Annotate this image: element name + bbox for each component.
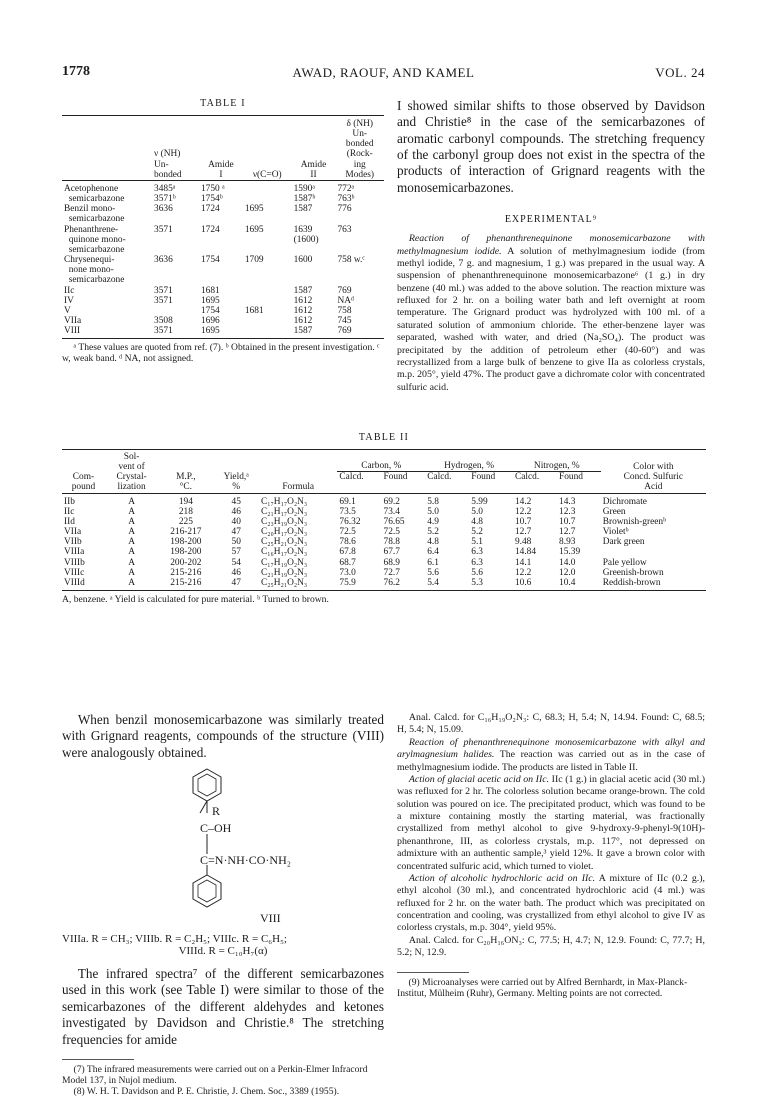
table-1-row [62,180,384,194]
table-2-header-row-1 [62,450,706,472]
table-2-cell-cf: 78.8 [383,537,400,548]
table-1-cell-c3: 1695 [200,326,220,337]
table-1-cell-c3: 1754 [200,255,220,266]
table-2-cell-sol: A [128,557,135,568]
table-2-cell-cpd: IId [64,516,75,527]
structure-cn-label: C=N·NH·CO·NH₂ [200,853,291,868]
table-1-cell-c3: 1754 [200,305,220,316]
table-2-cell-cf: 72.7 [383,567,400,578]
table-2-cell-cpd: VIIIc [64,567,85,578]
table-1-cell-c3 [199,265,243,275]
table-1-cell-c1: VIIa [64,315,82,326]
structure-legend-1: VIIIa. R = CH₃; VIIIb. R = C₂H₅; VIIIc. R = C₆H₅; [62,933,287,946]
t2-head-formula: Formula [282,482,315,493]
table-2-cell-sol: A [128,506,135,517]
table-2-cell-cpd: VIIIb [64,557,85,568]
hcl-paragraph [397,873,705,935]
table-2-cell-yield: 47 [231,577,241,588]
table-2-cell-cf: 67.7 [383,547,400,558]
table-1-cell-c3: 1754ᵇ [200,194,223,205]
table-2-cell-formula: C₂₃H₁₉O₂N₃ [261,516,308,527]
table-1-cell-c2: 3508 [154,315,173,326]
table-1-cell-c5: 1639 [293,224,313,235]
table-2-cell-hc: 6.4 [427,547,439,558]
table-1-cell-c2 [152,235,199,245]
table-2-cell-nc: 14.84 [514,547,537,558]
structure-viii [62,761,384,937]
table-1-cell-c4 [243,245,292,255]
table-1-cell-c2: 3571 [154,285,173,296]
table-1-cell-c5: 1587 [293,326,313,337]
table-2-cell-nf: 10.4 [559,577,576,588]
table-2-cell-cc: 68.7 [339,557,356,568]
table-2-cell-yield: 46 [231,506,241,517]
table-2-cell-cf: 72.5 [383,527,400,538]
t1-head-c1 [62,116,152,181]
table-1-cell-c5 [292,275,336,285]
table-1-cell-c6: NAᵈ [337,295,354,306]
table-1-cell-c5: 1587 [293,204,313,215]
table-1-cell-c2 [152,275,199,285]
benzil-paragraph: When benzil monosemicarbazone was similarly treated with Grignard reagents, compounds of the structure (VIII) were analogously obtained. [62,712,384,760]
exp-title: Reaction of phenanthrenequinone monosemicarbazone with methylmagnesium iodide. [397,233,705,257]
table-1-cell-c3: 1695 [200,295,220,306]
table-2-cell-nc: 9.48 [514,537,532,548]
table-2-cell-formula: C₂₅H₂₁O₂N₃ [261,537,308,548]
table-2-cell-cc: 72.5 [339,527,356,538]
table-1-cell-c4 [243,286,292,296]
table-2-cell-hc: 5.8 [427,496,439,507]
table-2-cell-nf: 10.7 [559,516,576,527]
table-1-cell-c6 [335,265,384,275]
table-2-cell-cc: 75.9 [339,577,356,588]
table-1-cell-c3: 1750 ᵃ [200,183,225,194]
table-1-cell-c2: 3571 [154,224,173,235]
t1-head-amide2: Amide II [300,159,327,180]
table-1-cell-c4: 1709 [244,255,264,266]
table-2-cell-cc: 73.5 [339,506,356,517]
t2-head-h-calcd: Calcd. [427,471,452,482]
t1-head-amide1: Amide I [208,159,234,180]
volume-label: VOL. 24 [655,65,705,80]
table-1-cell-c1: semicarbazone [64,244,125,255]
table-2-cell-cpd: VIIId [64,577,85,588]
table-2-cell-nc: 12.7 [514,527,532,538]
table-1-cell-c3 [199,235,243,245]
table-2-cell-color: Brownish-greenᵇ [602,516,667,527]
table-1-row [62,214,384,224]
t2-head-carbon: Carbon, % [337,450,425,472]
footnote-rule [62,1059,134,1060]
anal-1: Anal. Calcd. for C₁₆H₁₉O₂N₃: C, 68.3; H, 5.4; N, 14.94. Found: C, 68.5; H, 5.4; N, 15.09. [397,712,705,736]
table-1-cell-c2 [152,214,199,224]
r2-body: The reaction was carried out as in the case of methylmagnesium iodide. The products are listed in Table II. [397,749,705,773]
t1-head-nh: ν (NH) Un- bonded [154,149,182,180]
table-2-cell-yield: 45 [231,496,241,507]
table-1-row [62,194,384,204]
table-2-cell-mp: 215-216 [170,577,202,588]
table-2-body [62,493,706,588]
table-1-cell-c1: semicarbazone [64,194,125,205]
table-1 [62,115,384,336]
table-2-row [62,568,706,578]
table-2-cell-cf: 68.9 [383,557,400,568]
table-1-cell-c6 [335,275,384,285]
table-2-cell-nf: 14.0 [559,557,576,568]
table-1-cell-c2 [152,306,199,316]
table-2-cell-hc: 4.9 [427,516,439,527]
table-1-cell-c2: 3636 [154,255,173,266]
table-2-cell-sol: A [128,496,135,507]
table-1-cell-c3 [199,214,243,224]
running-authors: AWAD, RAOUF, AND KAMEL [292,65,475,80]
table-1-cell-c6: 763 [337,224,352,235]
table-1-cell-c2: 3571 [154,295,173,306]
t2-head-c-found: Found [383,471,408,482]
table-2-cell-hf: 6.3 [471,547,483,558]
table-1-cell-c1: Benzil mono- [64,204,116,215]
table-2-cell-nc: 14.2 [514,496,532,507]
table-2-cell-mp: 200-202 [170,557,202,568]
table-2-cell-hc: 5.6 [427,567,439,578]
table-2-cell-yield: 47 [231,527,241,538]
table-2-cell-hf: 5.99 [471,496,488,507]
t2-head-color: Color with Concd. Sulfuric Acid [623,462,684,493]
table-1-cell-c5: (1600) [293,234,319,245]
table-2-block [62,432,706,605]
table-2-cell-hf: 5.0 [471,506,483,517]
footnote-7: (7) The infrared measurements were carried out on a Perkin-Elmer Infracord Model 137, in Nujol medium. [62,1063,368,1086]
table-1-cell-c6: 772ᵃ [337,183,355,194]
table-1-cell-c2: 3571ᵇ [154,194,176,205]
table-2-cell-cpd: VIIa [64,527,82,538]
r3-body: IIc (1 g.) in glacial acetic acid (30 ml.) was refluxed for 2 hr. The colorless solution became orange-brown. The cold solution was poured on ice. The precipitated product, which was found to be a mixture containing mostly the starting material, was fractionally crystallized from methyl alcohol to give 9-hydroxy-9-phenyl-9(10H)-phenanthrone, III, as colorless crystals, m.p. 117°, not depressed on admixture with an authentic sample,³ yield 12%. It gave a brown color with concentrated sulfuric acid, which turned to violet. [397,773,705,872]
table-2-caption: TABLE II [358,432,410,443]
table-1-cell-c1: semicarbazone [64,275,125,286]
t2-head-h-found: Found [471,471,496,482]
table-2-cell-hf: 6.3 [471,557,483,568]
table-2-cell-yield: 57 [231,547,241,558]
table-1-row [62,255,384,265]
table-2-cell-formula: C₁₇H₁₉O₂N₃ [261,557,308,568]
table-1-cell-c5: 1587ᵇ [293,194,316,205]
footnote-rule-right [397,972,469,973]
reaction-alkyl-paragraph [397,737,705,774]
table-2-cell-cpd: IIc [64,506,75,517]
table-2-cell-color: Greenish-brown [602,567,664,578]
table-2-row [62,537,706,547]
table-1-cell-c6: 763ᵇ [337,194,355,205]
table-2-cell-color: Green [602,506,626,517]
table-2-cell-hc: 5.0 [427,506,439,517]
acetic-acid-paragraph [397,774,705,873]
table-2-cell-nf: 8.93 [559,537,576,548]
table-1-row [62,296,384,306]
table-1-cell-c4 [243,275,292,285]
r2-title: Reaction of phenanthrenequinone monosemicarbazone with alkyl and arylmagnesium halides. [397,736,705,761]
table-2-cell-sol: A [128,527,135,538]
table-2-cell-mp: 218 [178,506,193,517]
infrared-paragraph: The infrared spectra⁷ of the different semicarbazones used in this work (see Table I) were similar to those of the semicarbazones of the different aldehydes and ketones investigated by Davidson and Christie.⁸ The stretching frequencies for amide [62,966,384,1047]
table-2-cell-cf: 76.65 [383,516,405,527]
table-2-cell-hc: 6.1 [427,557,439,568]
experimental-heading: EXPERIMENTAL⁹ [504,214,598,226]
table-1-cell-c6: 776 [337,204,352,215]
structure-legend-2: VIIId. R = C₁₀H₇(α) [178,945,268,958]
table-2-cell-sol: A [128,577,135,588]
table-2-cell-formula: C₁₇H₁₇O₂N₃ [261,496,308,507]
table-2-cell-hf: 5.1 [471,537,483,548]
table-2-cell-cf: 73.4 [383,506,400,517]
table-2-cell-yield: 54 [231,557,241,568]
t1-head-co: ν(C=O) [252,169,282,180]
table-2-row [62,493,706,507]
table-1-cell-c1: semicarbazone [64,214,125,225]
table-2-cell-yield: 46 [231,567,241,578]
table-1-row [62,286,384,296]
table-1-row [62,225,384,235]
table-2-cell-cpd: IIb [64,496,75,507]
table-2-cell-formula: C₂₀H₁₇O₂N₃ [261,527,308,538]
table-1-row [62,326,384,336]
table-1-footnote: ᵃ These values are quoted from ref. (7). ᵇ Obtained in the present investigation. ᶜ w, weak band. ᵈ NA, not assigned. [62,342,380,365]
t1-head-rock: δ (NH) Un- bonded (Rock- ing Modes) [345,119,375,180]
table-2-cell-sol: A [128,516,135,527]
table-2-cell-hc: 5.2 [427,527,439,538]
table-2-cell-cc: 76.32 [339,516,361,527]
table-2-row [62,517,706,527]
t2-head-nitrogen: Nitrogen, % [513,450,601,472]
table-1-cell-c1: IV [64,295,74,306]
table-2-cell-color: Pale yellow [602,557,647,568]
table-1-cell-c5: 1587 [293,285,313,296]
t2-head-solvent: Sol- vent of Crystal- lization [116,452,147,493]
table-2-cell-mp: 194 [178,496,193,507]
table-2-cell-hc: 4.8 [427,537,439,548]
table-1-caption: TABLE I [200,98,246,109]
table-2-cell-nc: 10.7 [514,516,532,527]
r4-body: A mixture of IIc (0.2 g.), ethyl alcohol (30 ml.), and concentrated hydrochloric acid (4 ml.) was refluxed for 2 hr. on the water bath. The product which was precipitated on concentration and cooling, was crystallized from ethyl alcohol to give IV as colorless crystals, m.p. 304°, yield 95%. [397,872,705,934]
table-1-cell-c5: 1590ᵃ [293,183,315,194]
table-1-cell-c2 [152,265,199,275]
table-1-row [62,235,384,245]
table-1-cell-c5 [292,265,336,275]
table-1-cell-c2: 3571 [154,326,173,337]
table-1-cell-c6 [335,245,384,255]
t2-head-mp: M.P., °C. [176,472,196,493]
table-1-cell-c1: V [64,305,71,316]
table-2-cell-nf: 14.3 [559,496,576,507]
table-1-cell-c2 [152,245,199,255]
structure-drawing [62,761,384,937]
table-1-row [62,245,384,255]
table-1-cell-c5: 1612 [293,295,313,306]
exp-body: A solution of methylmagnesium iodide (from methyl iodide, 7 g. and magnesium, 1 g.) was prepared in the usual way. A suspension of phenanthrenequinone monosemicarbazone⁶ (1 g.) in dry benzene (40 ml.) was added to the above solution. The reaction mixture was refluxed for 2 hr. on a boiling water bath and left overnight at room temperature. The Grignard product was hydrolyzed with 100 ml. of a saturated solution of ammonium chloride. The ether-benzene layer was separated, washed with water, and dried (Na₂SO₄). The product was precipitated by the addition of petroleum ether (40-60°) and was recrystallized from a large bulk of benzene to give IIa as colorless crystals, m.p. 205°, yield 47%. The product gave a dichromate color with concentrated sulfuric acid. [397,245,705,393]
table-1-header-row [62,116,384,181]
table-1-cell-c4: 1681 [244,305,264,316]
table-2-cell-color: Dark green [602,537,645,548]
table-2-cell-nc: 10.6 [514,577,532,588]
table-2-cell-nf: 12.0 [559,567,576,578]
table-1-cell-c4: 1695 [244,224,264,235]
table-2-row [62,527,706,537]
t2-head-n-found: Found [559,471,583,482]
table-2-cell-hc: 5.4 [427,577,439,588]
table-1-cell-c3 [199,275,243,285]
anal-2: Anal. Calcd. for C₂₀H₁₆ON₃: C, 77.5; H, 4.7; N, 12.9. Found: C, 77.7; H, 5.2; N, 12.9. [397,934,705,959]
table-2-cell-hf: 4.8 [471,516,483,527]
table-2-cell-yield: 50 [231,537,241,548]
table-1-cell-c4 [243,316,292,326]
right-column-top [397,98,705,394]
structure-number-label: VIII [260,911,281,926]
page-header [62,64,705,84]
structure-coh-label: C–OH [200,821,232,836]
table-1-cell-c4 [243,214,292,224]
table-2-cell-cf: 76.2 [383,577,400,588]
table-1-row [62,204,384,214]
table-1-cell-c1: Acetophenone [64,183,119,194]
table-1-row [62,316,384,326]
t2-head-n-calcd: Calcd. [514,471,540,482]
table-2-cell-cc: 78.6 [339,537,356,548]
table-2-cell-formula: C₂₅H₂₁O₂N₃ [261,577,308,588]
table-2-footnote: A, benzene. ᵃ Yield is calculated for pure material. ᵇ Turned to brown. [62,594,329,606]
table-2-row [62,558,706,568]
table-2-cell-formula: C₁₆H₁₇O₂N₃ [261,547,308,558]
table-1-cell-c1: IIc [64,285,75,296]
table-2-cell-nf: 15.39 [559,547,581,558]
table-1-cell-c5 [292,214,336,224]
table-2-cell-sol: A [128,537,135,548]
page-number: 1778 [62,64,90,79]
table-1-cell-c6: 758 w.ᶜ [337,255,365,266]
table-1-cell-c1: VIII [64,326,81,337]
table-2-cell-yield: 40 [231,516,241,527]
table-2-cell-nf: 12.7 [559,527,576,538]
table-2-cell-cc: 69.1 [339,496,356,507]
table-2-cell-formula: C₂₁H₁₉O₂N₃ [261,567,308,578]
t2-head-c-calcd: Calcd. [339,471,364,482]
table-1-cell-c3: 1724 [200,204,220,215]
table-2-cell-mp: 215-216 [170,567,202,578]
t2-head-yield: Yield,ᵃ % [223,472,249,493]
table-2-cell-cpd: VIIb [64,537,82,548]
structure-r-label: R [212,804,221,819]
table-1-cell-c5: 1612 [293,315,313,326]
table-1-cell-c6: 745 [337,315,352,326]
table-2-cell-color: Reddish-brown [602,577,661,588]
table-1-cell-c4 [243,235,292,245]
table-2-cell-color: Violetᵇ [602,527,629,538]
table-1-cell-c1: quinone mono- [64,234,126,245]
table-1-row [62,306,384,316]
table-1-cell-c6 [335,235,384,245]
table-2-cell-cc: 73.0 [339,567,356,578]
table-1-cell-c4 [243,296,292,306]
r4-title: Action of alcoholic hydrochloric acid on IIc. [408,872,596,884]
table-1-cell-c1: none mono- [64,265,114,276]
table-1-block [62,98,384,364]
table-2-cell-hf: 5.3 [471,577,483,588]
table-1-cell-c3 [199,245,243,255]
table-2-bottom-rule [62,590,706,591]
table-2-cell-nc: 12.2 [514,506,532,517]
table-1-cell-c3: 1681 [200,285,220,296]
experimental-paragraph [397,233,705,394]
table-1-cell-c3: 1724 [200,224,220,235]
table-2-row [62,507,706,517]
table-2-cell-mp: 225 [178,516,193,527]
t2-head-compound: Com- pound [71,472,96,493]
table-1-cell-c4 [243,180,292,194]
table-1-cell-c6: 758 [337,305,352,316]
table-2-cell-cpd: VIIIa [64,547,85,558]
table-2-cell-nf: 12.3 [559,506,576,517]
table-2-row [62,578,706,588]
footnote-8: (8) W. H. T. Davidson and P. E. Christie, J. Chem. Soc., 3389 (1955). [73,1085,340,1097]
table-2-cell-mp: 216-217 [170,527,202,538]
table-1-cell-c2: 3485ᵃ [154,183,176,194]
table-2-cell-mp: 198-200 [170,537,202,548]
left-column-bottom [62,712,384,1097]
t2-head-hydrogen: Hydrogen, % [425,450,513,472]
table-1-body [62,180,384,336]
table-1-cell-c4: 1695 [244,204,264,215]
table-1-cell-c4 [243,326,292,336]
table-1-cell-c6: 769 [337,326,352,337]
table-1-row [62,275,384,285]
table-2 [62,449,706,588]
table-1-cell-c2: 3636 [154,204,173,215]
r3-title: Action of glacial acetic acid on IIc. [408,773,550,785]
table-2-cell-color: Dichromate [602,496,647,507]
table-1-cell-c4 [243,265,292,275]
table-1-cell-c3: 1696 [200,315,220,326]
table-1-cell-c5 [292,245,336,255]
table-2-cell-nc: 14.1 [514,557,532,568]
table-1-cell-c5: 1612 [293,305,313,316]
table-1-row [62,265,384,275]
table-2-cell-formula: C₂₁H₁₇O₂N₃ [261,506,308,517]
table-1-cell-c6: 769 [337,285,352,296]
table-1-bottom-rule [62,338,384,339]
table-2-cell-sol: A [128,547,135,558]
table-2-cell-mp: 198-200 [170,547,202,558]
table-2-cell-cf: 69.2 [383,496,400,507]
table-1-cell-c6 [335,214,384,224]
table-2-cell-cc: 67.8 [339,547,356,558]
table-2-cell-hf: 5.6 [471,567,483,578]
table-1-cell-c1: Chrysenequi- [64,255,115,266]
table-2-cell-color [601,547,706,557]
shifts-paragraph: I showed similar shifts to those observed by Davidson and Christie⁸ in the case of the semicarbazones of aromatic carbonyl compounds. The stretching frequency of the carbonyl group does not exist in the spectra of the products of interaction of Grignard reagents with the monosemicarbazones. [397,98,705,195]
footnote-9: (9) Microanalyses were carried out by Alfred Bernhardt, in Max-Planck-Institut, Mülheim (Ruhr), Germany. Melting points are not corrected. [397,976,688,999]
table-2-row [62,547,706,557]
table-2-cell-hf: 5.2 [471,527,483,538]
table-1-cell-c4 [243,194,292,204]
table-2-cell-sol: A [128,567,135,578]
table-1-cell-c5: 1600 [293,255,313,266]
right-column-bottom [397,712,705,999]
table-2-cell-nc: 12.2 [514,567,532,578]
table-1-cell-c1: Phenanthrene- [64,224,119,235]
